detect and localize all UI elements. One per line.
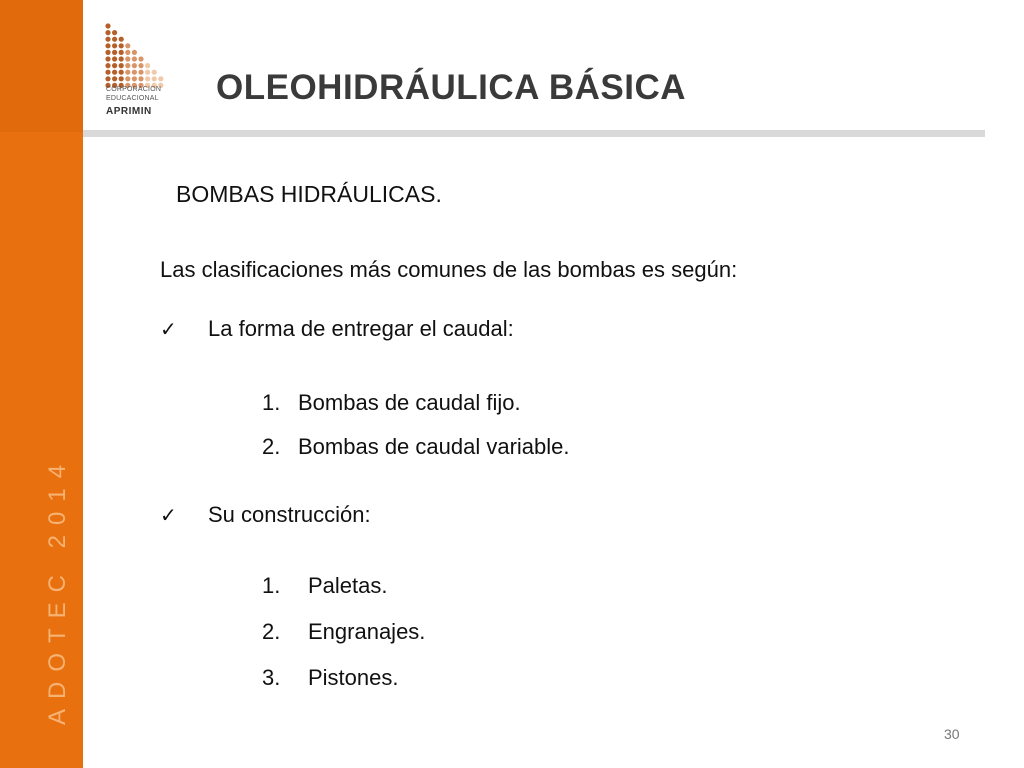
list-text: Bombas de caudal variable. [298,434,570,459]
logo-dot [105,43,110,48]
logo-dot [105,30,110,35]
list-text: Paletas. [308,573,388,598]
logo-dot [152,70,157,75]
list-item [262,665,399,691]
logo-dot [119,37,124,42]
bullet-label: Su construcción: [208,502,371,527]
logo-dot [152,76,157,81]
logo-dot [125,43,130,48]
logo-dot [105,37,110,42]
logo-dot [105,76,110,81]
list-number: 1. [262,573,281,598]
logo-dot [132,63,137,68]
logo-dot [145,76,150,81]
bullet-delivery [160,316,514,342]
logo-dot [119,76,124,81]
list-number: 3. [262,665,281,690]
logo-dot [138,70,143,75]
bullet-label: La forma de entregar el caudal: [208,316,514,341]
logo-dot [112,56,117,61]
logo-dot [145,70,150,75]
logo-dot [132,70,137,75]
logo-dot [125,63,130,68]
logo-dot [125,56,130,61]
list-item [262,573,388,599]
logo-dot [119,56,124,61]
logo-dot [158,76,163,81]
list-number: 1. [262,390,281,415]
logo-dot [112,63,117,68]
logo-dot [105,70,110,75]
logo-dot [105,63,110,68]
logo-dot [105,50,110,55]
logo-dot [112,50,117,55]
sidebar-vertical-text: ADOTEC 2014 [44,454,71,725]
check-icon: ✓ [160,503,177,527]
logo-dot [119,63,124,68]
logo-dot [125,76,130,81]
logo-dot [138,63,143,68]
logo-dot [132,76,137,81]
list-item [262,434,570,460]
logo-dot [112,76,117,81]
logo-dot [125,50,130,55]
list-number: 2. [262,434,281,459]
list-item [262,390,521,416]
logo-dot [138,56,143,61]
check-icon: ✓ [160,317,177,341]
logo-dot [125,70,130,75]
header-rule [83,130,985,137]
logo-line-2: EDUCACIONAL [106,95,159,102]
list-text: Pistones. [308,665,399,690]
bullet-construction [160,502,371,528]
list-text: Bombas de caudal fijo. [298,390,521,415]
logo-brand: APRIMIN [106,106,152,117]
list-item [262,619,425,645]
list-text: Engranajes. [308,619,426,644]
logo-dot [112,30,117,35]
logo-dot [119,70,124,75]
logo-dot [105,56,110,61]
logo-dot [138,76,143,81]
section-subtitle: BOMBAS HIDRÁULICAS. [176,181,442,207]
list-number: 2. [262,619,281,644]
intro-text: Las clasificaciones más comunes de las bombas es según: [160,257,738,282]
logo-dot [119,50,124,55]
logo-dot [132,56,137,61]
logo-line-1: CORPORACION [106,86,162,93]
logo-dot [145,63,150,68]
logo-dot [105,23,110,28]
sidebar-top-strip [0,0,83,132]
page-number: 30 [944,726,960,742]
logo-dot [119,43,124,48]
logo-dot [132,50,137,55]
logo-dot [112,37,117,42]
logo-dot [112,43,117,48]
page-title: OLEOHIDRÁULICA BÁSICA [216,68,687,107]
logo-dot [112,70,117,75]
